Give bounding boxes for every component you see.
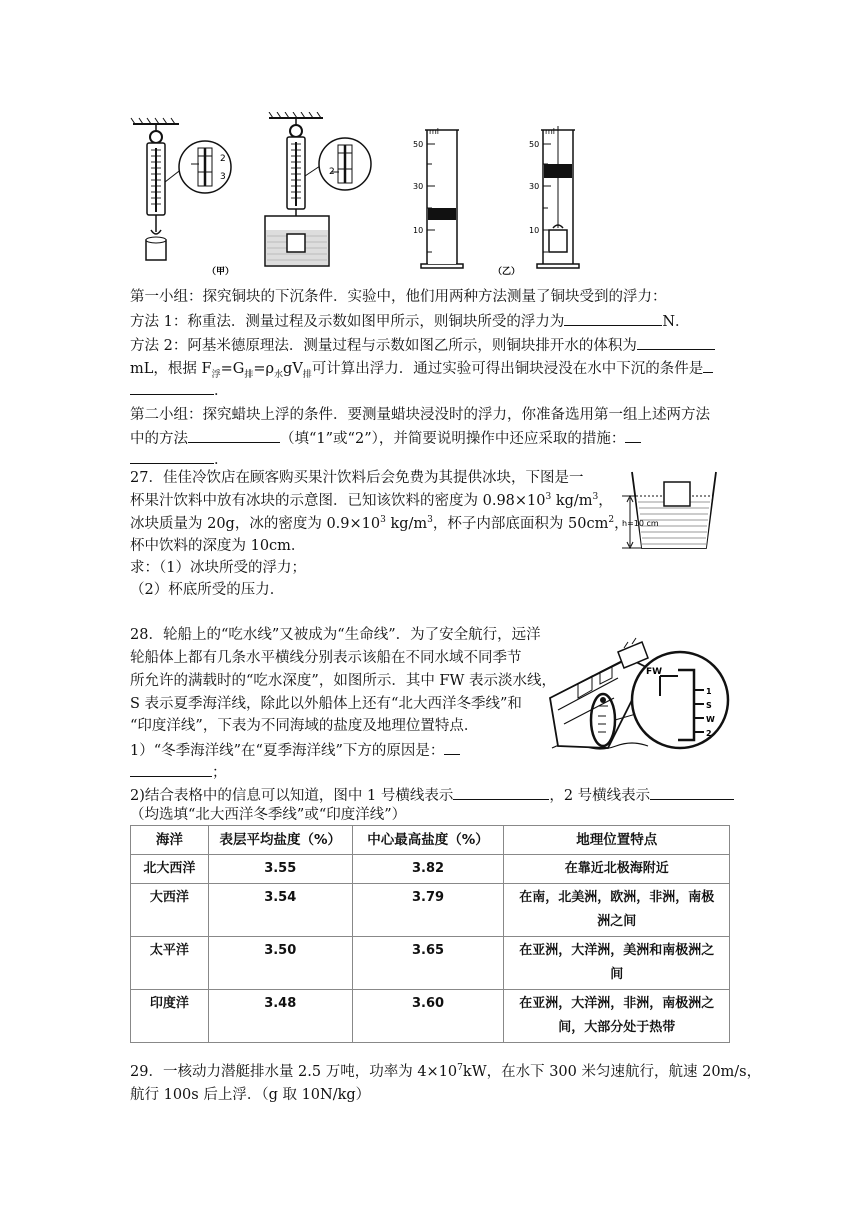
cyl-tick-50: 50 [413, 140, 424, 149]
cell-ocean: 大西洋 [131, 884, 209, 937]
cell-location [504, 884, 730, 937]
cup-figure [602, 466, 732, 554]
q27-density-text: 杯果汁饮料中放有冰块的示意图．已知该饮料的密度为 0.98×10 [130, 493, 546, 509]
answer-blank-measure-start[interactable] [625, 428, 641, 443]
sub-shui: 水 [274, 369, 284, 380]
group1-method2-line1 [130, 335, 715, 356]
q28-line7 [130, 762, 227, 783]
cyl-tick-30: 30 [413, 182, 424, 191]
loc-line1: 在靠近北极海附近 [564, 861, 669, 876]
cylinder-unit-2: ml [545, 127, 556, 136]
spring-scale-water [265, 112, 371, 266]
answer-blank-line1[interactable] [453, 785, 549, 800]
q27-ice-text: 冰块质量为 20g，冰的密度为 0.9×10 [130, 516, 381, 532]
answer-blank-winter-reason[interactable] [130, 762, 212, 777]
q29-line1 [130, 1062, 761, 1082]
q28-line1: 28．轮船上的“吃水线”又被成为“生命线”．为了安全航行，远洋 [130, 627, 541, 643]
cell-location [504, 990, 730, 1043]
loc-line2: 间 [610, 967, 624, 982]
salinity-table [130, 825, 730, 1043]
end-dot: ． [214, 383, 229, 399]
method2-formula-prefix: mL，根据 F [130, 361, 212, 377]
q28-q2-text-b: ，2 号横线表示 [549, 788, 651, 804]
eq-g: =G [220, 361, 245, 377]
group1-intro: 第一小组：探究铜块的下沉条件．实验中，他们用两种方法测量了铜块受到的浮力： [130, 289, 667, 305]
table-row [131, 990, 730, 1043]
q27-line4: 杯中饮料的深度为 10cm． [130, 538, 306, 554]
loc-line2: 间，大部分处于热带 [558, 1020, 676, 1035]
exp: 3 [427, 515, 433, 526]
ship-mark-fw: FW [646, 667, 663, 677]
punct: ， [598, 493, 613, 509]
method2-text: 方法 2：阿基米德原理法．测量过程与示数如图乙所示，则铜块排开水的体积为 [130, 338, 637, 354]
group2-fill-hint: （填“1”或“2”），并简要说明操作中还应采取的措施： [280, 431, 626, 447]
cylinder-empty [413, 127, 463, 268]
sub-pai: 排 [244, 369, 254, 380]
punct: ， [614, 516, 629, 532]
answer-blank-volume[interactable] [637, 335, 715, 350]
answer-blank-winter-start[interactable] [444, 740, 460, 755]
q29-text: 29．一核动力潜艇排水量 2.5 万吨，功率为 4×10 [130, 1064, 458, 1080]
group2-line2 [130, 428, 641, 449]
table-row [131, 937, 730, 990]
q28-line3: 所允许的满载时的“吃水深度”，如图所示．其中 FW 表示淡水线， [130, 673, 557, 689]
group1-method2-line2 [130, 358, 713, 379]
table-row [131, 855, 730, 884]
group2-line1: 第二小组：探究蜡块上浮的条件．要测量蜡块浸没时的浮力，你准备选用第一组上述两方法 [130, 407, 710, 423]
q28-line4: S 表示夏季海洋线，除此以外船体上还有“北大西洋冬季线”和 [130, 696, 522, 712]
exp: 2 [608, 515, 615, 526]
scale-tick-2: 2 [220, 154, 226, 164]
cell-surface: 3.50 [208, 937, 352, 990]
figure-experiment [125, 112, 595, 282]
group1-method2-line3 [130, 380, 229, 401]
exp: 7 [457, 1063, 463, 1074]
cell-location [504, 937, 730, 990]
unit: kg/m [385, 516, 428, 532]
cell-surface: 3.54 [208, 884, 352, 937]
eq-gv: gV [283, 361, 303, 377]
q27-line1: 27．佳佳冷饮店在顾客购买果汁饮料后会免费为其提供冰块，下图是一 [130, 470, 584, 486]
ship-mark-2: 2 [706, 729, 712, 738]
table-row [131, 884, 730, 937]
scale-tick-2b: 2 [329, 167, 335, 177]
answer-blank-method-choice[interactable] [188, 428, 280, 443]
cell-ocean: 太平洋 [131, 937, 209, 990]
cyl2-tick-10: 10 [529, 226, 540, 235]
answer-blank-sink-condition[interactable] [130, 380, 214, 395]
semicolon: ； [212, 765, 227, 781]
method1-unit: N． [662, 314, 690, 330]
q28-line2: 轮船体上都有几条水平横线分别表示该船在不同水域不同季节 [130, 650, 522, 666]
end-dot-2: ． [214, 452, 229, 468]
q27-line3 [130, 514, 629, 534]
cyl-tick-10: 10 [413, 226, 424, 235]
q28-line5: “印度洋线”，下表为不同海域的盐度及地理位置特点． [130, 718, 479, 734]
cell-center: 3.79 [352, 884, 504, 937]
cell-surface: 3.48 [208, 990, 352, 1043]
ship-mark-w: W [706, 715, 715, 724]
cell-ocean: 北大西洋 [131, 855, 209, 884]
figure-jia-label: （甲） [207, 267, 235, 277]
table-header-row [131, 826, 730, 855]
exp: 3 [592, 492, 599, 503]
exp: 3 [545, 492, 552, 503]
spring-scale-air [131, 118, 231, 260]
eq-rho: =ρ [253, 361, 275, 377]
header-ocean: 海洋 [131, 826, 209, 855]
cylinder-with-block [529, 126, 579, 268]
loc-line1: 在亚洲，大洋洲，非洲，南极洲之 [519, 996, 715, 1011]
cylinder-unit: ml [429, 127, 440, 136]
loc-line2: 洲之间 [597, 914, 637, 929]
group2-line3 [130, 449, 229, 470]
scale-tick-3: 3 [220, 172, 226, 182]
loc-line1: 在南，北美洲，欧洲，非洲，南极 [519, 890, 715, 905]
answer-blank-buoyancy[interactable] [564, 311, 662, 326]
cell-center: 3.82 [352, 855, 504, 884]
q27-area-text: ，杯子内部底面积为 50cm [432, 516, 609, 532]
exp: 3 [380, 515, 386, 526]
cell-surface: 3.55 [208, 855, 352, 884]
cell-center: 3.65 [352, 937, 504, 990]
loc-line1: 在亚洲，大洋洲，美洲和南极洲之 [519, 943, 715, 958]
figure-yi-label: （乙） [493, 267, 521, 277]
group1-method1 [130, 311, 690, 332]
cell-location [504, 855, 730, 884]
depth-label: h=10 cm [622, 519, 659, 528]
answer-blank-sink-start[interactable] [703, 358, 713, 373]
q27-line6: （2）杯底所受的压力． [130, 582, 285, 598]
cyl2-tick-30: 30 [529, 182, 540, 191]
cell-center: 3.60 [352, 990, 504, 1043]
ship-figure [548, 628, 734, 758]
q28-q2-text: 2)结合表格中的信息可以知道，图中 1 号横线表示 [130, 788, 454, 804]
q29-text-b: kW，在水下 300 米匀速航行，航速 20m/s， [462, 1064, 762, 1080]
q28-line9: （均选填“北大西洋冬季线”或“印度洋线”） [130, 807, 407, 823]
q28-q1-text: 1）“冬季海洋线”在“夏季海洋线”下方的原因是： [130, 743, 445, 759]
group2-method-text: 中的方法 [130, 431, 188, 447]
sub-pai2: 排 [302, 369, 312, 380]
method2-conclusion: 可计算出浮力．通过实验可得出铜块浸没在水中下沉的条件是 [311, 361, 704, 377]
cell-ocean: 印度洋 [131, 990, 209, 1043]
q27-line2 [130, 491, 613, 511]
q28-line6 [130, 740, 460, 761]
method1-text: 方法 1：称重法．测量过程及示数如图甲所示，则铜块所受的浮力为 [130, 314, 565, 330]
q27-line5: 求：（1）冰块所受的浮力； [130, 560, 306, 576]
header-surface-salinity: 表层平均盐度（%） [208, 826, 352, 855]
q28-line8 [130, 785, 734, 806]
cyl2-tick-50: 50 [529, 140, 540, 149]
unit: kg/m [551, 493, 593, 509]
q29-line2: 航行 100s 后上浮．（g 取 10N/kg） [130, 1087, 371, 1103]
header-center-salinity: 中心最高盐度（%） [352, 826, 504, 855]
sub-fu: 浮 [211, 369, 221, 380]
answer-blank-line2[interactable] [650, 785, 734, 800]
answer-blank-measure[interactable] [130, 449, 214, 464]
ship-mark-s: S [706, 701, 712, 710]
ship-mark-1: 1 [706, 687, 712, 696]
header-location: 地理位置特点 [504, 826, 730, 855]
